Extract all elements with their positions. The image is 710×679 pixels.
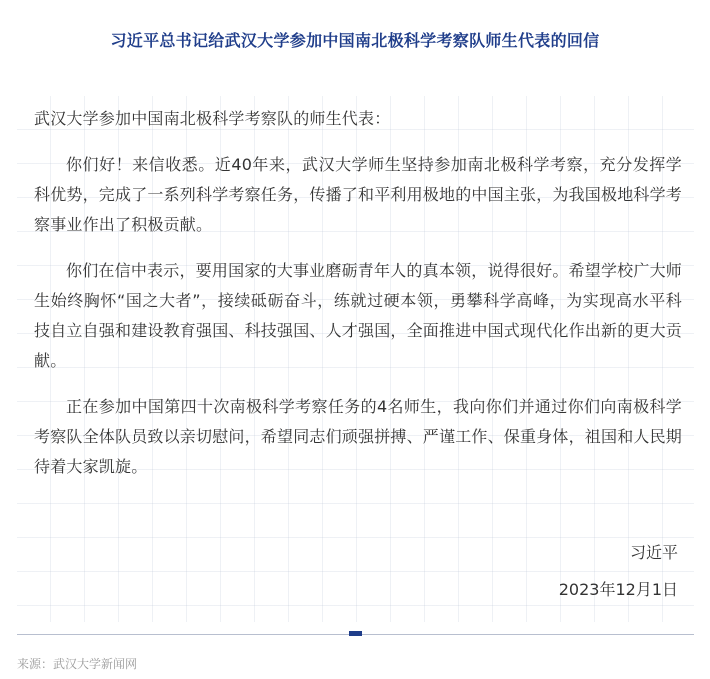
letter-body [34,104,682,498]
letter-paragraph-1: 你们好！来信收悉。近40年来，武汉大学师生坚持参加南北极科学考察，充分发挥学科优势，完成了一系列科学考察任务，传播了和平利用极地的中国主张，为我国极地科学考察事业作出了积极贡献。 [34,155,683,234]
letter-paragraph-2: 你们在信中表示，要用国家的大事业磨砺青年人的真本领，说得很好。希望学校广大师生始终胸怀“国之大者”，接续砥砺奋斗，练就过硬本领，勇攀科学高峰，为实现高水平科技自立自强和建设教育强国、科技强国、人才强国，全面推进中国式现代化作出新的更大贡献。 [34,261,683,370]
letter-paragraph-3: 正在参加中国第四十次南极科学考察任务的4名师生，我向你们并通过你们向南极科学考察队全体队员致以亲切慰问，希望同志们顽强拼搏、严谨工作、保重身体，祖国和人民期待着大家凯旋。 [34,397,683,476]
source-credit: 来源：武汉大学新闻网 [17,657,138,671]
divider-accent-mark [349,631,362,636]
letter-salutation: 武汉大学参加中国南北极科学考察队的师生代表： [34,109,391,128]
letter-date: 2023年12月1日 [558,580,678,599]
article-title: 习近平总书记给武汉大学参加中国南北极科学考察队师生代表的回信 [110,31,600,50]
letter-signature: 习近平 [629,543,678,562]
